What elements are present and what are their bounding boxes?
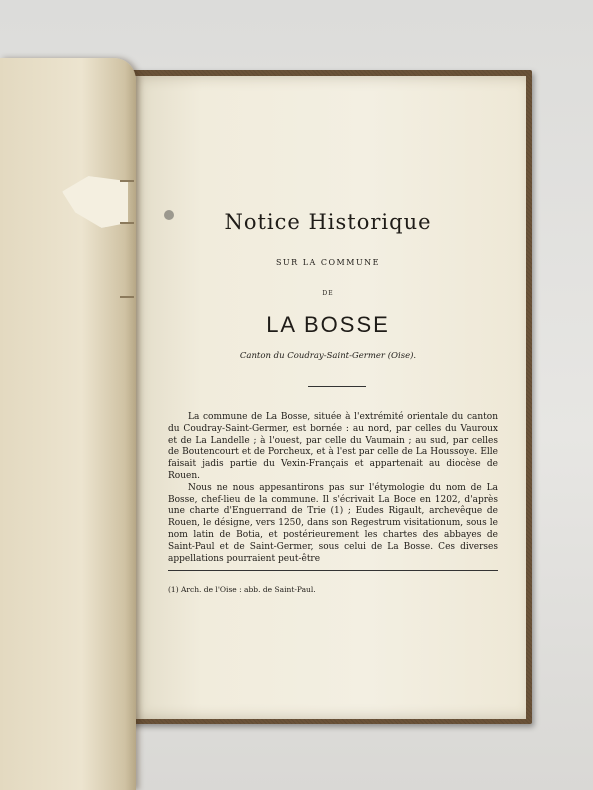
footnote-rule [168, 570, 498, 571]
left-page [0, 58, 136, 790]
title-rule [308, 386, 366, 387]
paragraph-1: La commune de La Bosse, située à l'extrémité orientale du canton du Coudray-Saint-Germer, est bornée : au nord, par celles du Vauroux et de La Landelle ; à l'ouest, par celle du Vaumain ; au sud, par celles de Boutencourt et de Porcheux, et à l'est par celle de La Houssoye. Elle faisait jadis partie du Vexin-Français et appartenait au diocèse de Rouen. [168, 412, 498, 481]
canton-line: Canton du Coudray-Saint-Germer (Oise). [239, 351, 417, 361]
footnote: (1) Arch. de l'Oise : abb. de Saint-Paul. [168, 585, 316, 594]
place-name: LA BOSSE [266, 312, 390, 337]
subtitle-line-1: SUR LA COMMUNE [275, 258, 381, 267]
subtitle-line-2: DE [322, 290, 334, 297]
paragraph-2: Nous ne nous appesantirons pas sur l'étymologie du nom de La Bosse, chef-lieu de la commune. Il s'écrivait La Boce en 1202, d'après une charte d'Enguerrand de Trie (1) ; Eudes Rigault, archevêque de Rouen, le désigne, vers 1250, dans son Regestrum visitationum, sous le nom latin de Botia, et postérieurement les chartes des abbayes de Saint-Paul et de Saint-Germer, sous celui de La Bosse. Ces diverses appellations pourraient peut-être [168, 482, 498, 564]
page-title: Notice Historique [224, 210, 432, 234]
right-page [130, 76, 526, 719]
body-text [168, 412, 498, 565]
binding-stitch [120, 180, 134, 182]
